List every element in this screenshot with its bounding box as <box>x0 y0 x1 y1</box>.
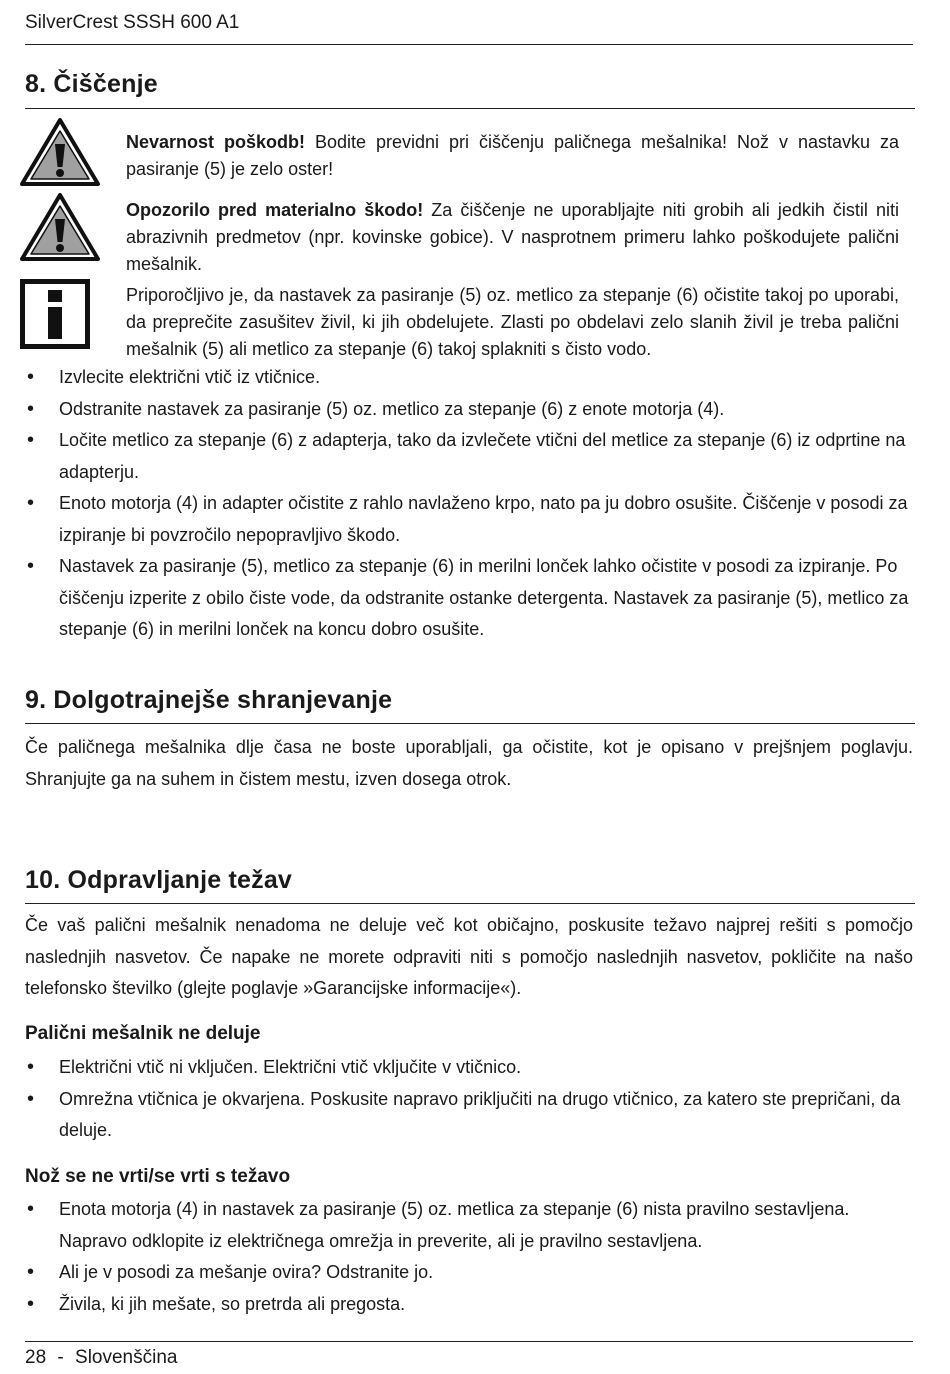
section-10-rule <box>25 903 915 904</box>
section-8-title: 8. Čiščenje <box>25 70 158 98</box>
cleaning-steps <box>25 362 915 646</box>
info-note: Priporočljivo je, da nastavek za pasiranje (5) oz. metlico za stepanje (6) očistite takoj po uporabi, da preprečite zasušitev živil, ki jih obdelujete. Zlasti po obdelavi zelo slanih živil je treba palični mešalnik (5) ali metlico za stepanje (6) takoj splakniti s čisto vodo. <box>126 285 899 359</box>
header-product: SilverCrest SSSH 600 A1 <box>25 12 240 33</box>
header-rule <box>25 44 913 45</box>
footer-language: Slovenščina <box>75 1347 178 1368</box>
footer-separator: - <box>57 1347 64 1368</box>
list-item: • Omrežna vtičnica je okvarjena. Poskusite napravo priključiti na drugo vtičnico, za katero ste prepričani, da deluje. <box>25 1084 915 1147</box>
info-icon <box>20 279 90 349</box>
problem-1-title: Palični mešalnik ne deluje <box>25 1023 261 1044</box>
section-10-title: 10. Odpravljanje težav <box>25 866 293 894</box>
section-9-text: Če paličnega mešalnika dlje časa ne boste uporabljali, ga očistite, kot je opisano v prejšnjem poglavju. Shranjujte ga na suhem in čistem mestu, izven dosega otrok. <box>25 737 913 789</box>
danger-note <box>126 129 899 183</box>
list-item: • Ločite metlico za stepanje (6) z adapterja, tako da izvlečete vtični del metlice za stepanje (6) iz odprtine na adapterju. <box>25 425 915 488</box>
danger-text: Bodite previdni pri čiščenju paličnega mešalnika! Nož v nastavku za pasiranje (5) je zelo oster! <box>126 132 899 179</box>
section-8-rule <box>25 108 915 109</box>
section-10-intro: Če vaš palični mešalnik nenadoma ne deluje več kot običajno, poskusite težavo najprej rešiti s pomočjo naslednjih nasvetov. Če napake ne morete odpraviti niti s pomočjo naslednjih nasvetov, pokličite na našo telefonsko številko (glejte poglavje »Garancijske informacije«). <box>25 915 913 998</box>
warning-lead: Opozorilo pred materialno škodo! <box>126 200 424 220</box>
warning-triangle-icon <box>19 117 101 187</box>
problem-2-title: Nož se ne vrti/se vrti s težavo <box>25 1166 291 1187</box>
footer <box>25 1347 177 1369</box>
page-number: 28 <box>25 1347 47 1368</box>
danger-lead: Nevarnost poškodb! <box>126 132 305 152</box>
section-9-rule <box>25 723 915 724</box>
list-item: • Električni vtič ni vključen. Električni vtič vključite v vtičnico. <box>25 1052 915 1084</box>
problem-2-list <box>25 1194 915 1320</box>
list-item: • Ali je v posodi za mešanje ovira? Odstranite jo. <box>25 1257 915 1289</box>
warning-triangle-icon <box>19 192 101 262</box>
problem-1-list <box>25 1052 915 1147</box>
list-item: • Enoto motorja (4) in adapter očistite z rahlo navlaženo krpo, nato pa ju dobro osušite. Čiščenje v posodi za izpiranje bi povzročilo nepopravljivo škodo. <box>25 488 915 551</box>
list-item: • Živila, ki jih mešate, so pretrda ali pregosta. <box>25 1289 915 1321</box>
section-9-title: 9. Dolgotrajnejše shranjevanje <box>25 686 393 714</box>
list-item: • Enota motorja (4) in nastavek za pasiranje (5) oz. metlica za stepanje (6) nista pravilno sestavljena. Napravo odklopite iz električnega omrežja in preverite, ali je pravilno sestavljena. <box>25 1194 915 1257</box>
list-item: • Nastavek za pasiranje (5), metlico za stepanje (6) in merilni lonček lahko očistite v posodi za izpiranje. Po čiščenju izperite z obilo čiste vode, da odstranite ostanke detergenta. Nastavek za pasiranje (5), metlico za stepanje (6) in merilni lonček na koncu dobro osušite. <box>25 551 915 646</box>
warning-text: Za čiščenje ne uporabljajte niti grobih ali jedkih čistil niti abrazivnih predmetov (npr. kovinske gobice). V nasprotnem primeru lahko poškodujete palični mešalnik. <box>126 200 899 274</box>
footer-rule <box>25 1341 913 1342</box>
list-item: • Odstranite nastavek za pasiranje (5) oz. metlico za stepanje (6) z enote motorja (4). <box>25 394 915 426</box>
list-item: • Izvlecite električni vtič iz vtičnice. <box>25 362 915 394</box>
warning-note <box>126 197 899 278</box>
